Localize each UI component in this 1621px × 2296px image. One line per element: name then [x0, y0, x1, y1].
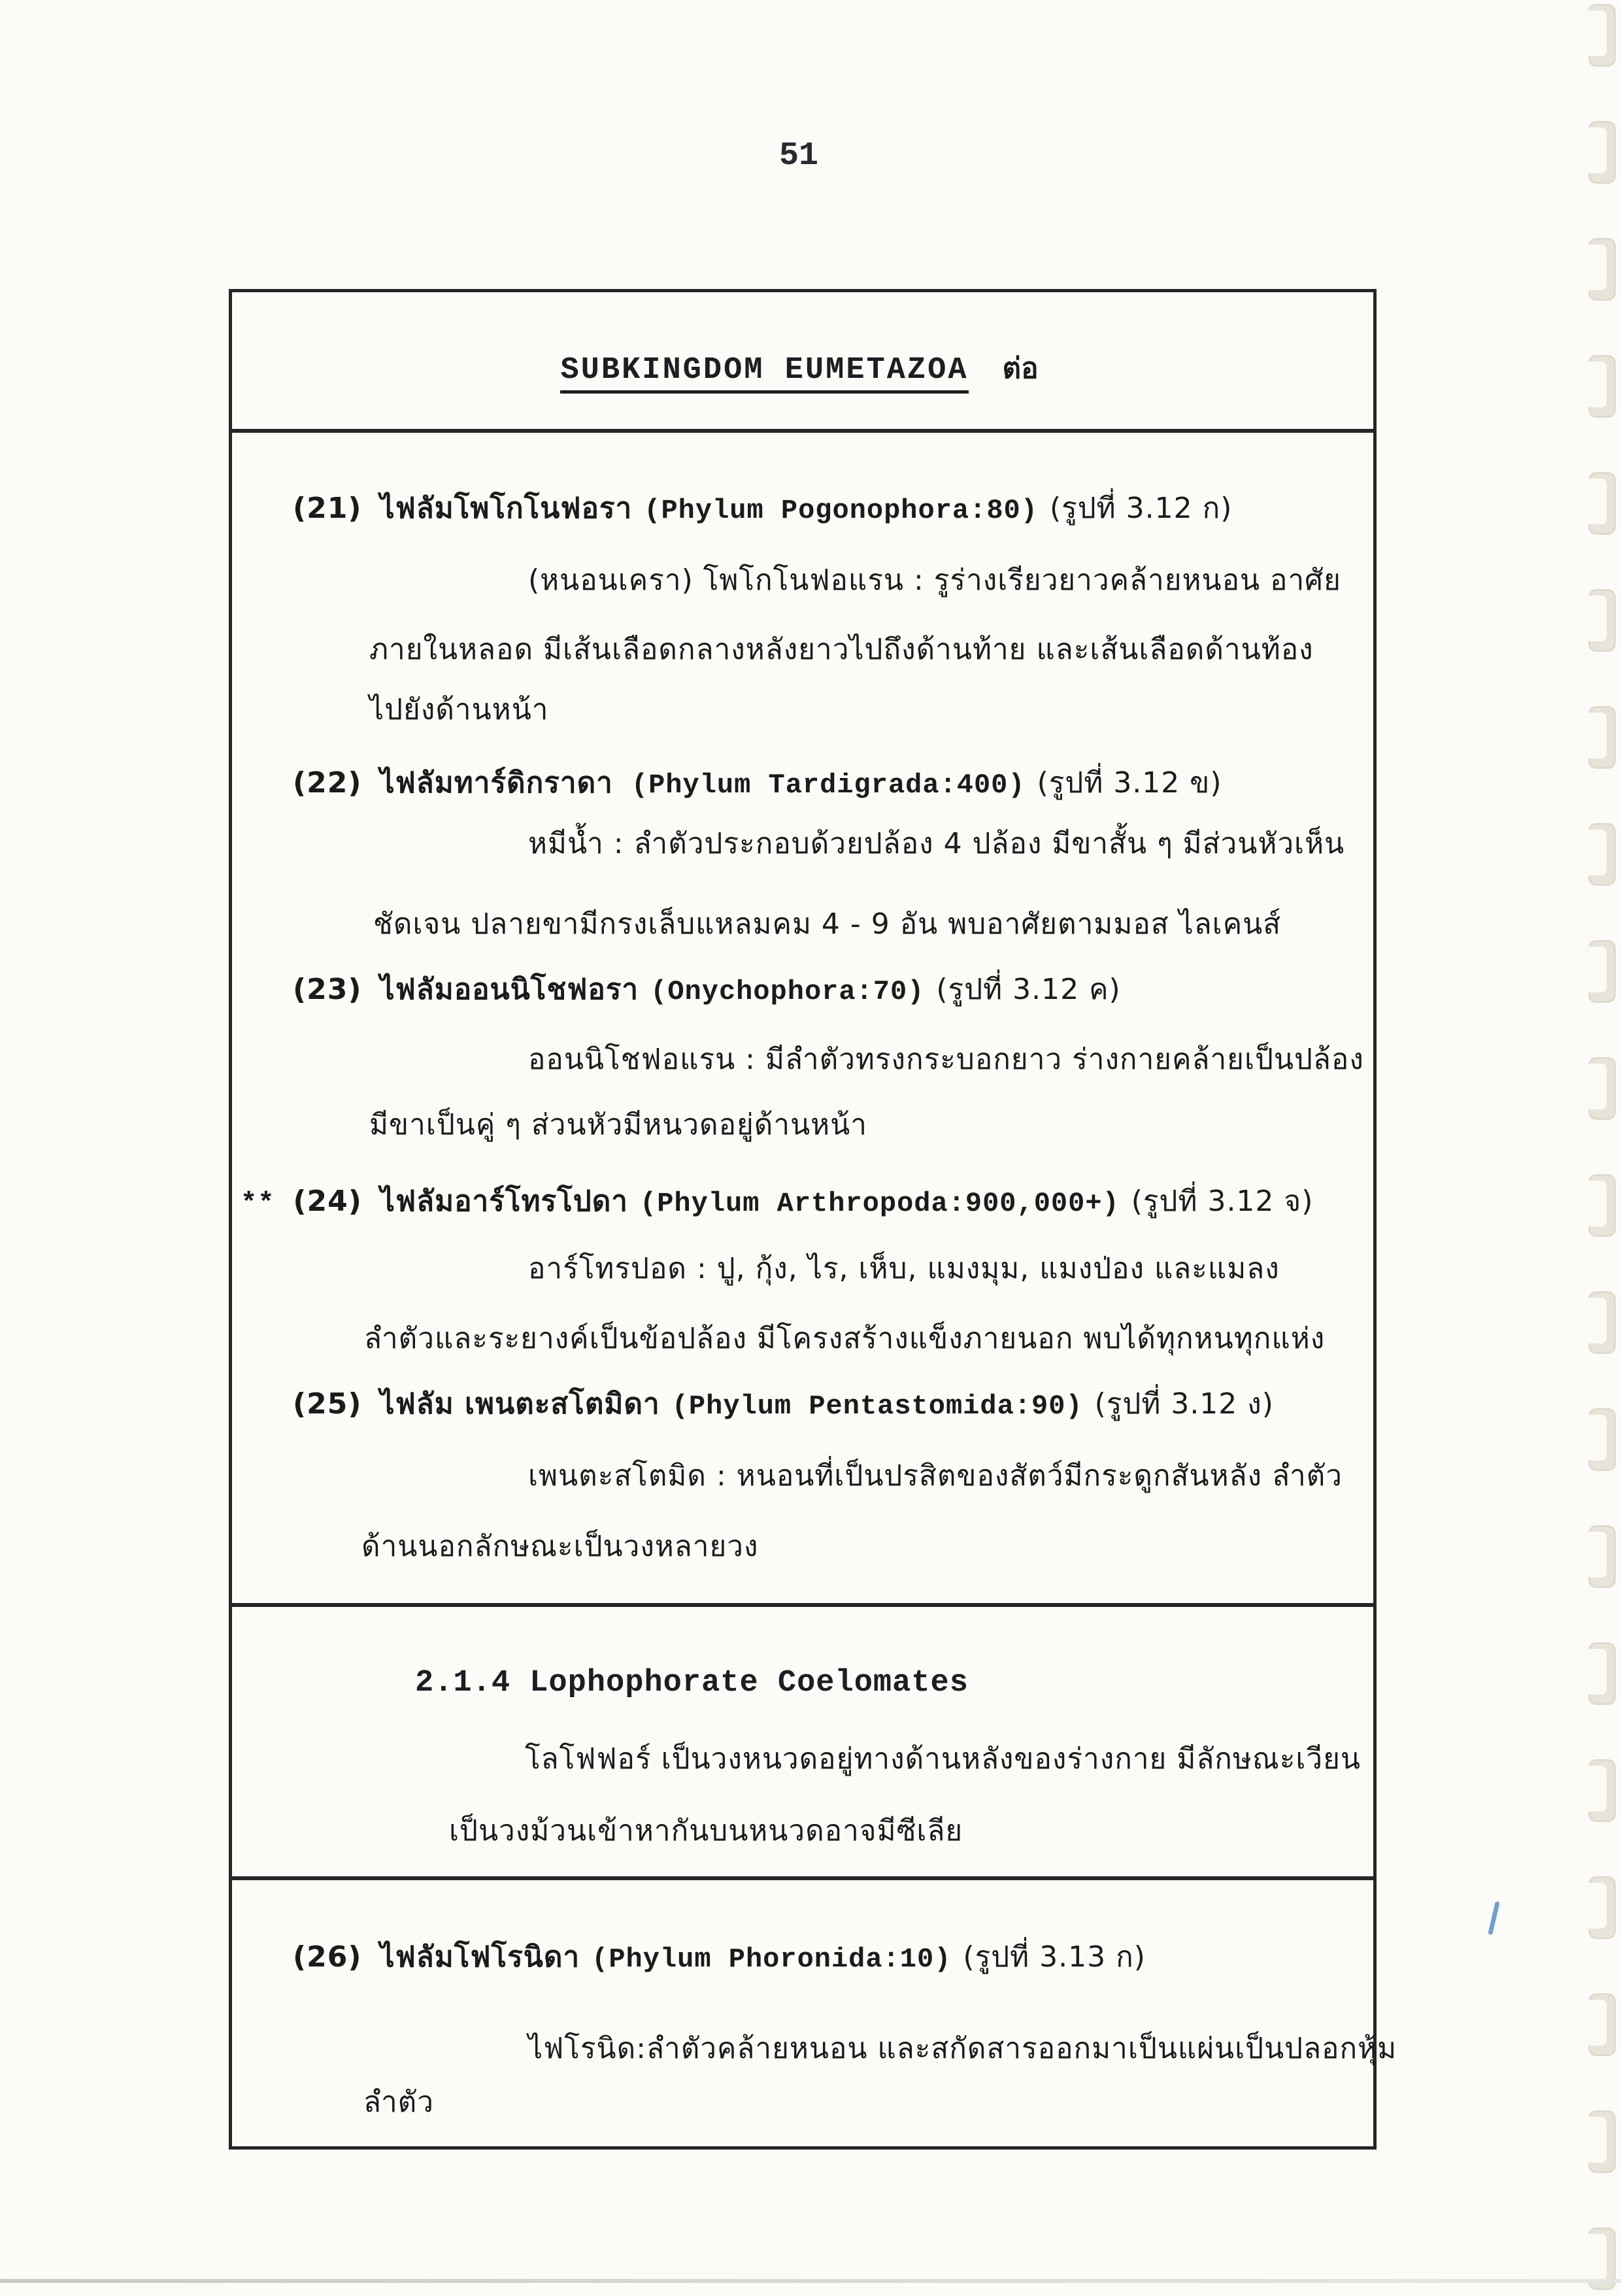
- item-21-line: ภายในหลอด มีเส้นเลือดกลางหลังยาวไปถึงด้านท้าย และเส้นเลือดด้านท้อง: [369, 633, 1314, 666]
- binding-hole: [1588, 1642, 1616, 1705]
- item-22-fig-ref: (รูปที่ 3.12 ข): [1037, 766, 1222, 800]
- binding-hole: [1588, 1174, 1616, 1237]
- item-22-line: หมีน้ำ : ลำตัวประกอบด้วยปล้อง 4 ปล้อง มีขาสั้น ๆ มีส่วนหัวเห็น: [528, 827, 1345, 860]
- divider-under-title: [229, 429, 1373, 433]
- item-23-eng-name: (Onychophora:70): [650, 976, 925, 1007]
- item-23-line: มีขาเป็นคู่ ๆ ส่วนหัวมีหนวดอยู่ด้านหน้า: [369, 1108, 867, 1141]
- box-title-suffix: ต่อ: [1002, 352, 1039, 385]
- item-25-number: (25): [293, 1387, 362, 1421]
- binding-hole: [1588, 1993, 1616, 2056]
- section-214-line: โลโฟฟอร์ เป็นวงหนวดอยู่ทางด้านหลังของร่างกาย มีลักษณะเวียน: [525, 1742, 1361, 1776]
- item-24-line: อาร์โทรปอด : ปู, กุ้ง, ไร, เห็บ, แมงมุม, แมงป่อง และแมลง: [528, 1252, 1280, 1285]
- binding-hole: [1588, 238, 1616, 301]
- item-26-fig-ref: (รูปที่ 3.13 ก): [963, 1940, 1146, 1974]
- pen-slash-mark: [1488, 1901, 1500, 1935]
- item-21-fig-ref: (รูปที่ 3.12 ก): [1049, 492, 1233, 525]
- binding-hole: [1588, 355, 1616, 418]
- item-24-star-marker: **: [241, 1188, 275, 1219]
- item-24-header: [241, 1178, 1313, 1224]
- box-title: [229, 345, 1370, 391]
- item-21-number: (21): [293, 492, 362, 525]
- item-22-eng-name: (Phylum Tardigrada:400): [631, 769, 1026, 801]
- item-23-line: ออนนิโชฟอแรน : มีลำตัวทรงกระบอกยาว ร่างกายคล้ายเป็นปล้อง: [528, 1043, 1364, 1076]
- page-edge-shadow-line: [0, 2279, 1621, 2283]
- binding-hole: [1588, 1876, 1616, 1939]
- binding-hole: [1588, 4, 1616, 67]
- item-26-thai-name: ไฟลัมโฟโรนิดา: [380, 1940, 580, 1974]
- item-24-fig-ref: (รูปที่ 3.12 จ): [1131, 1185, 1314, 1218]
- binding-hole: [1588, 1759, 1616, 1822]
- binding-hole: [1588, 2110, 1616, 2173]
- item-25-line: ด้านนอกลักษณะเป็นวงหลายวง: [361, 1530, 759, 1563]
- page-number: 51: [779, 137, 819, 175]
- item-22-number: (22): [293, 766, 362, 800]
- binding-hole: [1588, 706, 1616, 769]
- section-214-heading: 2.1.4 Lophophorate Coelomates: [415, 1666, 969, 1700]
- binding-hole: [1588, 1057, 1616, 1120]
- item-24-number: (24): [293, 1185, 362, 1218]
- divider-above-item-26: [229, 1876, 1373, 1880]
- item-21-header: [293, 485, 1232, 531]
- binding-hole: [1588, 1408, 1616, 1471]
- box-title-main: SUBKINGDOM EUMETAZOA: [560, 353, 968, 394]
- divider-above-section: [229, 1603, 1373, 1607]
- item-25-header: [293, 1381, 1274, 1427]
- binding-hole: [1588, 940, 1616, 1003]
- item-21-line: (หนอนเครา) โพโกโนฟอแรน : รูร่างเรียวยาวคล้ายหนอน อาศัย: [528, 564, 1341, 597]
- item-25-eng-name: (Phylum Pentastomida:90): [671, 1391, 1083, 1422]
- item-26-eng-name: (Phylum Phoronida:10): [592, 1944, 952, 1975]
- item-21-thai-name: ไฟลัมโพโกโนฟอรา: [380, 492, 633, 525]
- binding-hole: [1588, 1525, 1616, 1588]
- binding-hole: [1588, 121, 1616, 184]
- item-22-header: [293, 760, 1222, 805]
- item-23-number: (23): [293, 973, 362, 1006]
- binding-hole: [1588, 589, 1616, 652]
- item-23-header: [293, 966, 1121, 1012]
- item-25-fig-ref: (รูปที่ 3.12 ง): [1094, 1387, 1274, 1421]
- binding-hole: [1588, 823, 1616, 886]
- section-214-line: เป็นวงม้วนเข้าหากันบนหนวดอาจมีซีเลีย: [449, 1814, 963, 1848]
- item-24-eng-name: (Phylum Arthropoda:900,000+): [640, 1188, 1120, 1219]
- item-25-thai-name: ไฟลัม เพนตะสโตมิดา: [380, 1387, 660, 1421]
- item-26-line: ไฟโรนิด:ลำตัวคล้ายหนอน และสกัดสารออกมาเป็นแผ่นเป็นปลอกหุ้ม: [528, 2032, 1397, 2065]
- binding-hole: [1588, 472, 1616, 535]
- item-21-eng-name: (Phylum Pogonophora:80): [644, 495, 1038, 526]
- item-23-fig-ref: (รูปที่ 3.12 ค): [936, 973, 1121, 1006]
- item-23-thai-name: ไฟลัมออนนิโชฟอรา: [380, 973, 639, 1006]
- item-26-header: [293, 1934, 1146, 1980]
- item-25-line: เพนตะสโตมิด : หนอนที่เป็นปรสิตของสัตว์มีกระดูกสันหลัง ลำตัว: [528, 1459, 1343, 1493]
- item-24-thai-name: ไฟลัมอาร์โทรโปดา: [380, 1185, 629, 1218]
- binding-hole: [1588, 1291, 1616, 1354]
- item-22-thai-name: ไฟลัมทาร์ดิกราดา: [380, 766, 613, 800]
- item-26-number: (26): [293, 1940, 362, 1974]
- item-24-line: ลำตัวและระยางค์เป็นข้อปล้อง มีโครงสร้างแข็งภายนอก พบได้ทุกหนทุกแห่ง: [364, 1322, 1326, 1355]
- item-26-line: ลำตัว: [363, 2085, 434, 2119]
- item-21-line: ไปยังด้านหน้า: [369, 693, 549, 726]
- item-22-line: ชัดเจน ปลายขามีกรงเล็บแหลมคม 4 - 9 อัน พบอาศัยตามมอส ไลเคนส์: [373, 907, 1282, 941]
